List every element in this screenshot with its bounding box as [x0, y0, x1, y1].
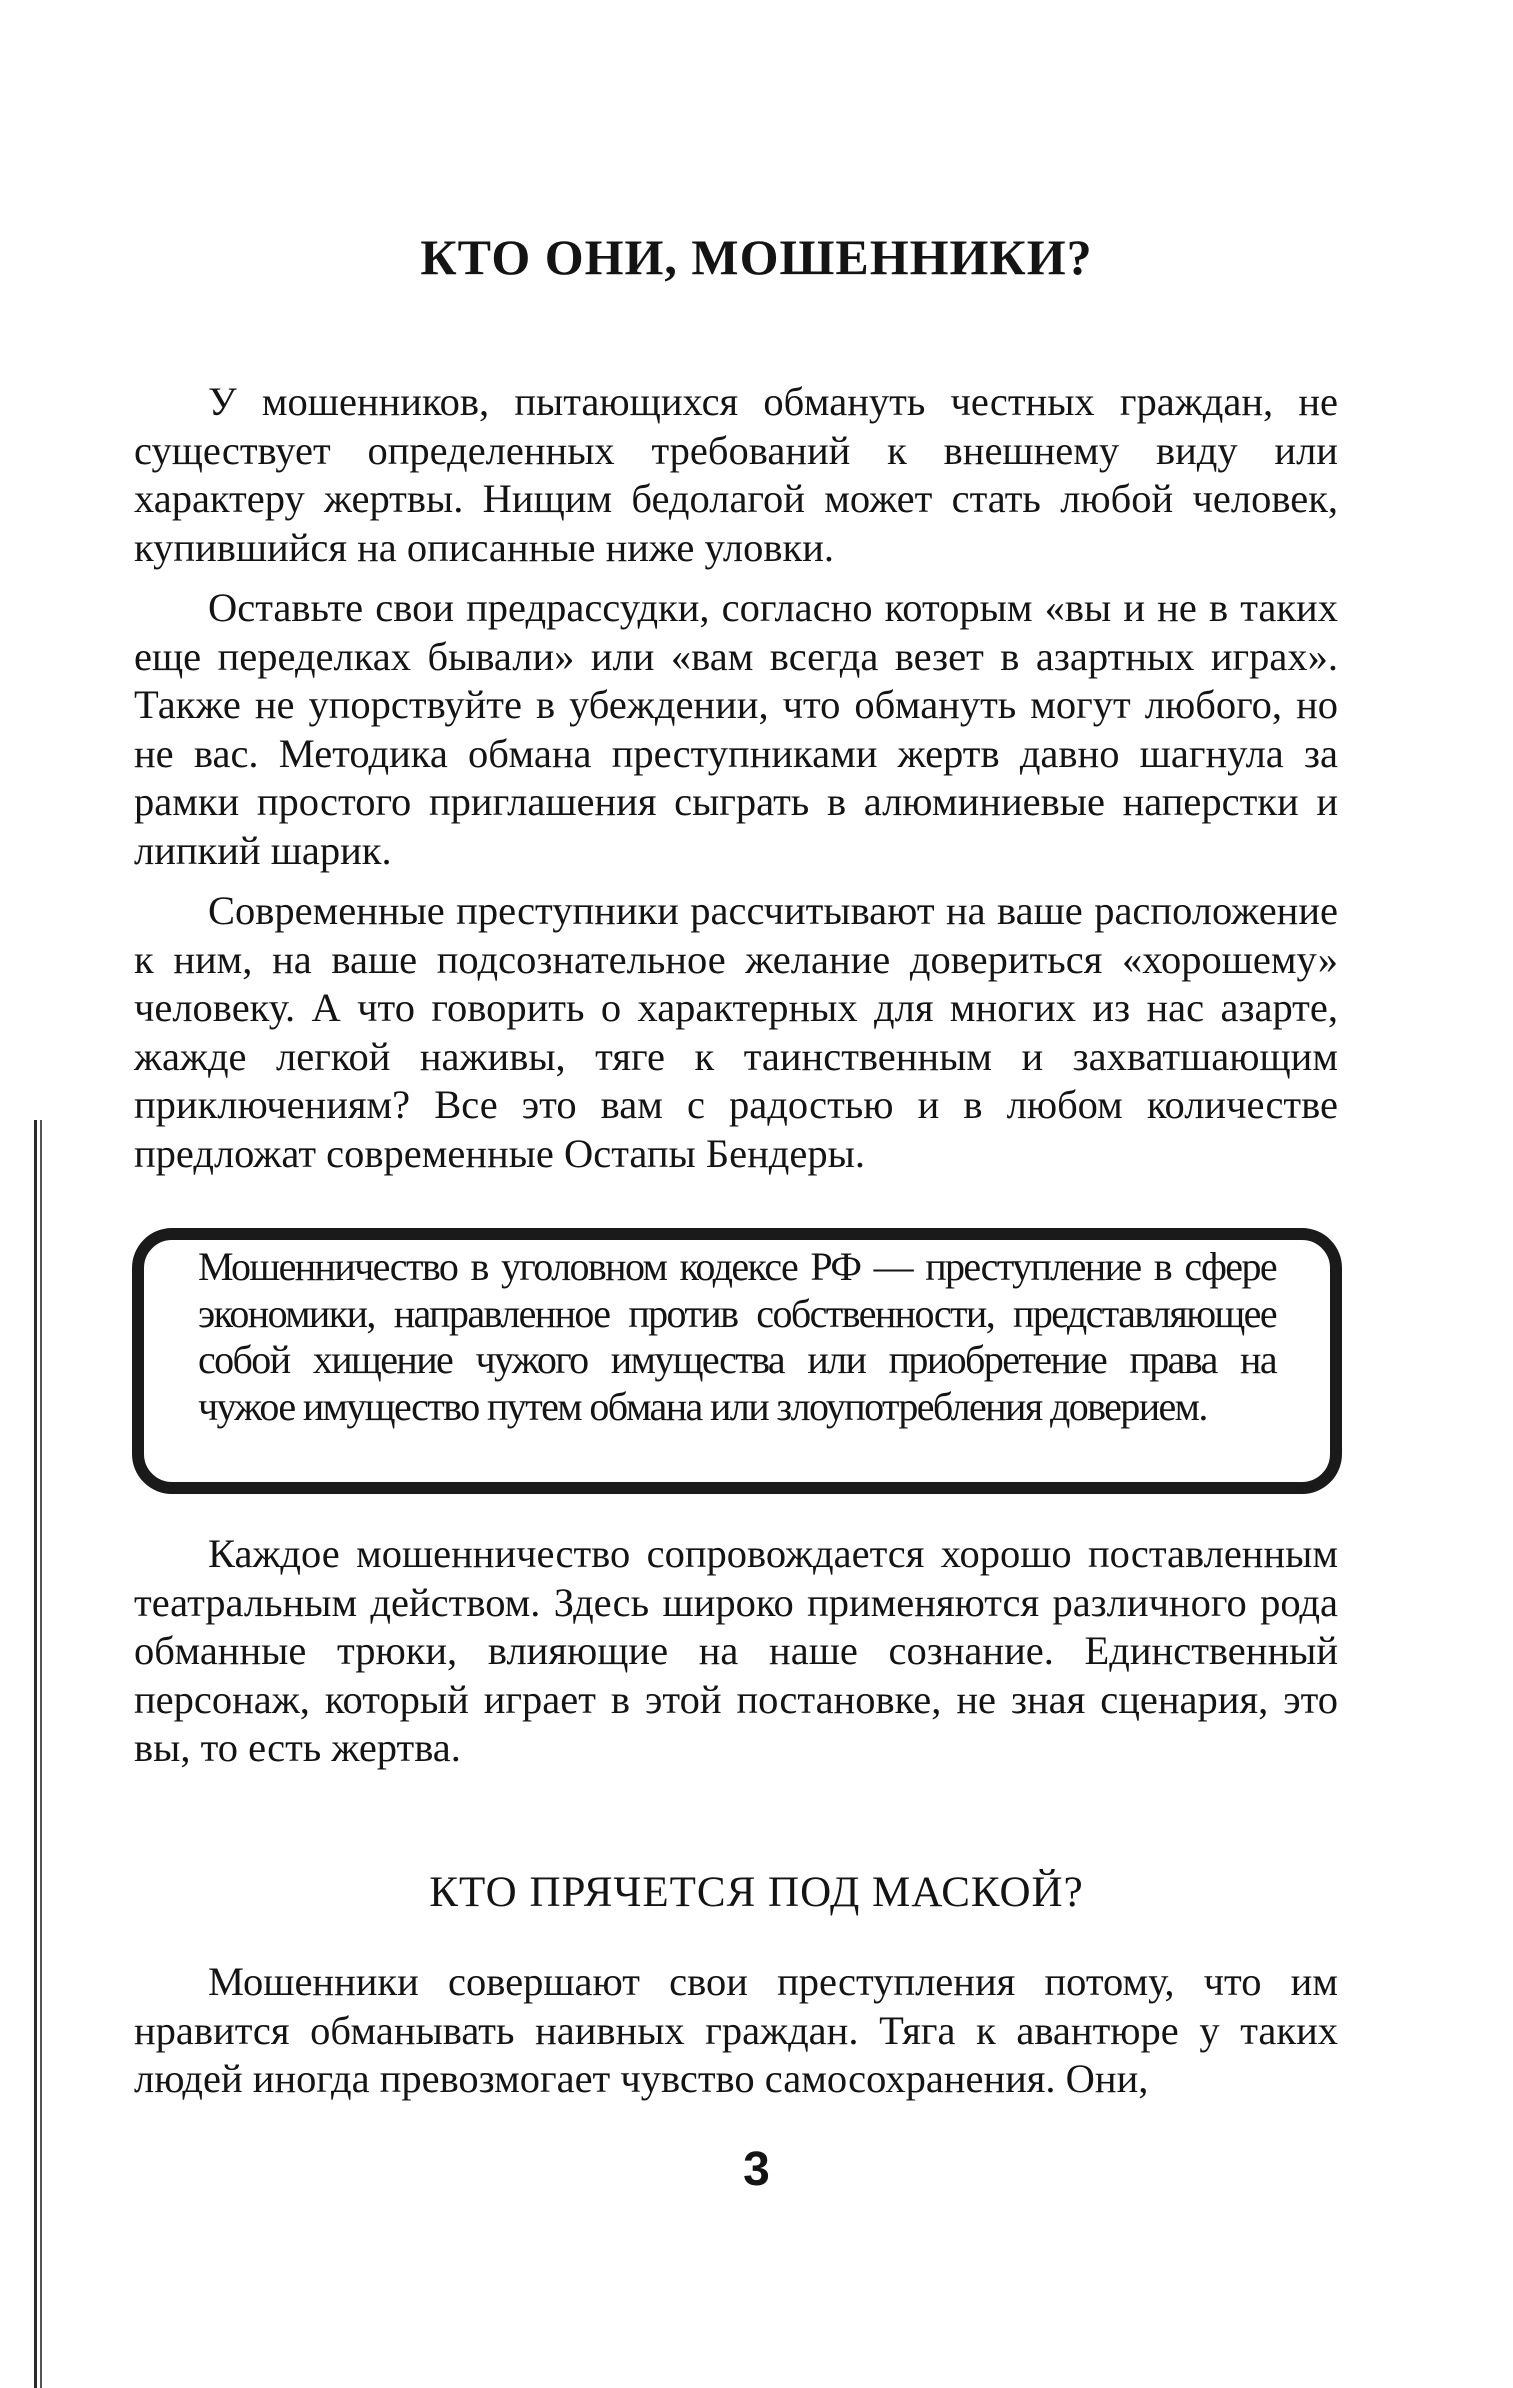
paragraph-modern-criminals: Современные преступники рассчитывают на ваше расположение к ним, на ваше подсознательное желание довериться «хорошему» человеку. А что говорить о характерных для многих из нас азарте, жажде легкой наживы, тяге к таинственным и захватшающим приключениям? Все это вам с радостью и в любом количестве предложат современные Остапы Бендеры. — [134, 888, 1338, 1176]
binding-edge-line-inner — [40, 1120, 42, 2388]
theater-text-block — [134, 1530, 1338, 1785]
paragraph-theater: Каждое мошенничество сопровождается хорошо поставленным театральным действом. Здесь широко применяются различного рода обманные трюки, влияющие на наше сознание. Единственный персонаж, который играет в этой постановке, не зная сценария, это вы, то есть жертва. — [134, 1531, 1338, 1770]
intro-text-block — [134, 378, 1338, 1190]
paragraph-intro: У мошенников, пытающихся обмануть честных граждан, не существует определенных требований к внешнему виду или характеру жертвы. Нищим бедолагой может стать любой человек, купившийся на описанные ниже уловки. — [134, 379, 1338, 570]
fraud-definition: Мошенничество в уголовном кодексе РФ — преступление в сфере экономики, направленное против собственности, представляющее собой хищение чужого имущества или приобретение права на чужое имущество путем обмана или злоупотребления доверием. — [198, 1244, 1276, 1429]
mask-text-block — [134, 1958, 1338, 2116]
paragraph-prejudices: Оставьте свои предрассудки, согласно которым «вы и не в таких еще переделках бывали» или «вам всегда везет в азартных играх». Также не упорствуйте в убеждении, что обмануть могут любого, но не вас. Методика обмана преступниками жертв давно шагнула за рамки простого приглашения сыграть в алюминиевые наперстки и липкий шарик. — [134, 585, 1338, 873]
page-number: 3 — [743, 2143, 770, 2196]
binding-edge-line — [34, 1120, 37, 2388]
paragraph-motives: Мошенники совершают свои преступления потому, что им нравится обманывать наивных граждан. Тяга к авантюре у таких людей иногда превозмогает чувство самосохранения. Они, — [134, 1959, 1338, 2101]
chapter-title: КТО ОНИ, МОШЕННИКИ? — [420, 229, 1093, 285]
section-title: КТО ПРЯЧЕТСЯ ПОД МАСКОЙ? — [429, 1869, 1084, 1916]
